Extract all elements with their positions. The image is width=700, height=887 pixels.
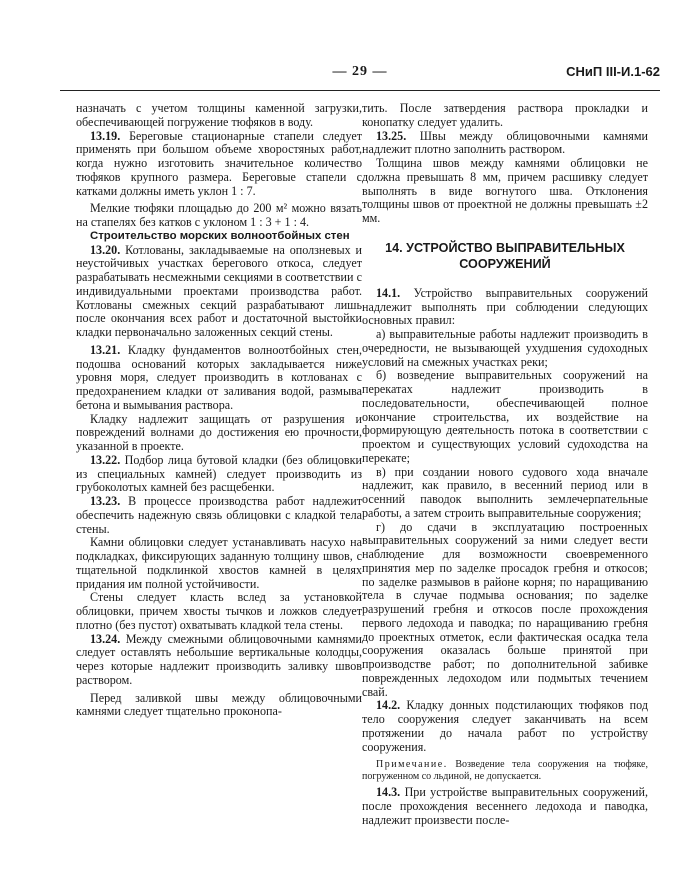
clause-number: 13.20. — [90, 242, 121, 257]
paragraph-13-19 — [76, 130, 362, 199]
clause-text: Между смежными облицовочными камнями следует оставлять небольшие вертикальные колодцы, через которые надлежит производить заливку швов раствором. — [76, 631, 362, 687]
clause-number: 13.19. — [90, 128, 121, 143]
list-item: в) при создании нового судового хода вначале надлежит, как правило, в весенний период или в осенний паводок выполнить землечерпательные работы, а затем строить выправительные сооружения; — [362, 464, 648, 520]
note-label: Примечание. — [376, 759, 448, 771]
clause-text: Швы между облицовочными камнями надлежит плотно заполнить раствором. — [362, 128, 648, 157]
clause-text: Кладку фундаментов волноотбойных стен, подошва оснований которых закладывается ниже уровня моря, следует производить в котлованах с предохранением кладки от заливания водой, размыва бетона и вымывания раствора. — [76, 342, 362, 412]
clause-number: 14.3. — [376, 785, 401, 800]
paragraph: Стены следует класть вслед за установкой облицовки, причем хвосты тычков и ложков следует плотно (без пустот) охватывать кладкой тела стены. — [76, 590, 362, 632]
paragraph-13-24 — [76, 633, 362, 688]
paragraph-14-3 — [362, 786, 648, 827]
paragraph-13-20 — [76, 244, 362, 340]
clause-number: 13.23. — [90, 494, 121, 508]
paragraph-13-23 — [76, 495, 362, 536]
chapter-title-line: 14. УСТРОЙСТВО ВЫПРАВИТЕЛЬНЫХ — [385, 240, 625, 255]
chapter-title-line: СООРУЖЕНИЙ — [459, 256, 551, 271]
clause-text: Котлованы, закладываемые на оползневых и неустойчивых участках берегового откоса, следует разрабатывать несмежными секциями в соответствии с индивидуальными проектами производства работ. Котлованы смежных секций разрабатывают лишь после окончания всех работ и достаточной выстойки кладки первоначально заложенных секций стены. — [76, 242, 362, 339]
paragraph: Толщина швов между камнями облицовки не должна превышать 8 мм, причем расшивку следует выполнять в виде вогнутого шва. Отклонения толщины швов от проектной не должны превышать ±2 мм. — [362, 156, 648, 225]
clause-text: Подбор лица бутовой кладки (без облицовки из специальных камней) следует производить из грубоколотых камней без расщебенки. — [76, 452, 362, 495]
clause-number: 13.22. — [90, 452, 121, 467]
clause-text: В процессе производства работ надлежит обеспечить надежную связь облицовки с кладкой тела стены. — [76, 494, 363, 536]
paragraph-13-25 — [362, 130, 648, 158]
clause-text: При устройстве выправительных сооружений, после прохождения весеннего ледохода и паводка, надлежит произвести после- — [362, 785, 648, 827]
clause-text: Кладку донных подстилающих тюфяков под тело сооружения следует заканчивать на всем протяжении до начала работ по устройству сооружения. — [362, 698, 648, 754]
header-rule — [60, 90, 660, 91]
clause-number: 13.24. — [90, 631, 121, 646]
paragraph: Камни облицовки следует устанавливать насухо на подкладках, фиксирующих заданную толщину швов, с тщательной подклинкой хвостов камней в целях придания им полной устойчивости. — [76, 535, 362, 591]
note — [362, 759, 648, 782]
page-header — [60, 64, 660, 84]
clause-text: Береговые стационарные стапели следует применять при большом объеме хворостяных работ, когда нужно изготовить значительное количество тюфяков крупного размера. Береговые стапели с катками должны иметь уклон 1 : 7. — [76, 128, 362, 198]
list-item: б) возведение выправительных сооружений на перекатах надлежит производить в последовательности, обеспечивающей полное окончание строительства, их воздействие на формирующую деятельность потока в соответствии с проектом и существующих условий судоходства на перекате; — [362, 368, 648, 465]
paragraph: тить. После затвердения раствора прокладки и конопатку следует удалить. — [362, 101, 648, 129]
clause-number: 13.25. — [376, 128, 407, 143]
paragraph: назначать с учетом толщины каменной загрузки, обеспечивающей погружение тюфяков в воду. — [76, 101, 362, 129]
paragraph-14-2 — [362, 699, 648, 754]
list-item: а) выправительные работы надлежит производить в очередности, не вызывающей ухудшения судоходных условий на смежных участках реки; — [362, 327, 648, 369]
right-column — [362, 102, 648, 828]
paragraph-14-1 — [362, 287, 648, 328]
paragraph-13-21 — [76, 344, 362, 413]
clause-text: Устройство выправительных сооружений надлежит выполнять при соблюдении следующих основных правил: — [362, 285, 648, 328]
paragraph: Кладку надлежит защищать от разрушения и повреждений волнами до достижения ею прочности, указанной в проекте. — [76, 411, 362, 453]
clause-number: 14.2. — [376, 698, 401, 713]
document-code: СНиП III-И.1-62 — [566, 64, 660, 79]
clause-number: 14.1. — [376, 285, 401, 300]
subheading: Строительство морских волноотбойных стен — [90, 229, 350, 242]
paragraph: Мелкие тюфяки площадью до 200 м² можно вязать на стапелях без катков с уклоном 1 : 3 + 1 : 4. — [76, 201, 362, 229]
paragraph: Перед заливкой швы между облицовочными камнями следует тщательно проконопа- — [76, 690, 362, 719]
paragraph-13-22 — [76, 454, 362, 495]
page-number: — 29 — — [332, 64, 388, 79]
chapter-title — [362, 240, 648, 272]
left-column — [76, 102, 362, 719]
clause-number: 13.21. — [90, 342, 121, 357]
list-item: г) до сдачи в эксплуатацию построенных выправительных сооружений за ними следует вести наблюдение для возможности своевременного принятия мер по заделке просадок гребня и откосов; по заделке размывов в районе корня; по наращиванию тела в случае подмыва основания; по заделке разрушений гребня и откосов после прохождения первого ледохода и паводка; по наращиванию гребня до проектных отметок, если фактическая осадка тела сооружения оказалась больше принятой при производстве работ; по дополнительной забивке поврежденных ледоходом или подмытых течением свай. — [362, 519, 648, 699]
note-text: Возведение тела сооружения на тюфяке, погруженном со льдиной, не допускается. — [362, 759, 648, 782]
